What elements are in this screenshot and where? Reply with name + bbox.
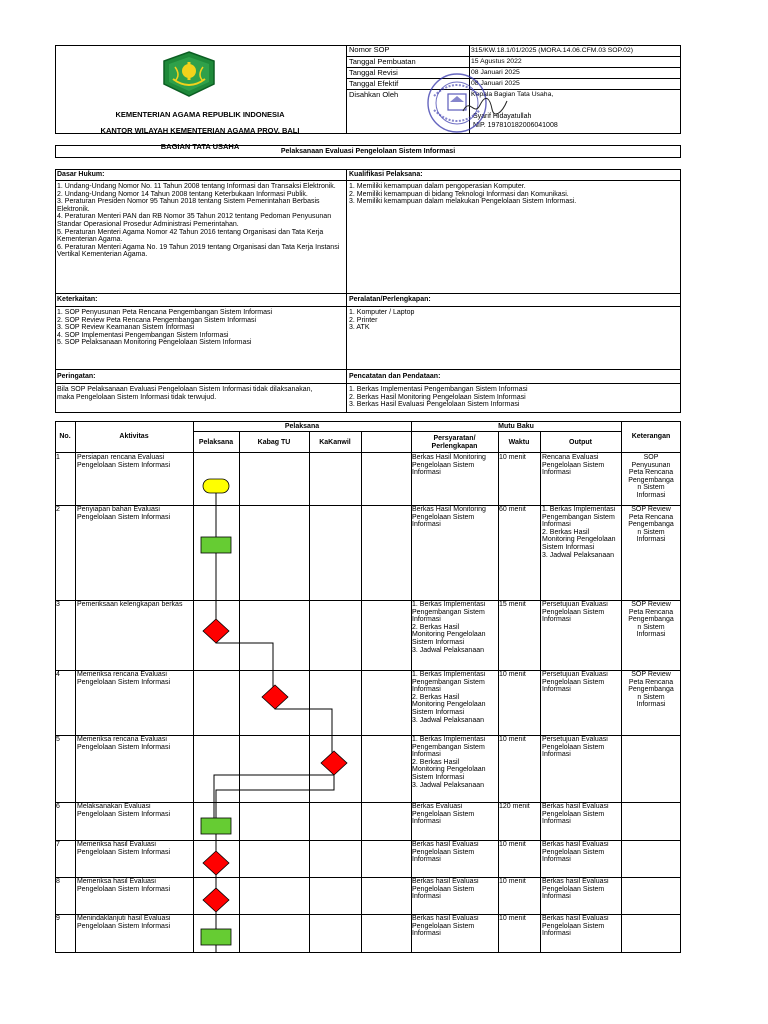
row-aktivitas: Memeriksa hasil Evaluasi Pengelolaan Sistem Informasi [77, 878, 170, 893]
page-title: Pelaksanaan Evaluasi Pengelolaan Sistem Informasi [280, 148, 456, 155]
peringatan-text: Bila SOP Pelaksanaan Evaluasi Pengelolaan Sistem Informasi tidak dilaksanakan, maka Pengelolaan Sistem Informasi tidak terwujud. [57, 386, 313, 401]
kualifikasi-text: 1. Memiliki kemampuan dalam pengoperasian Komputer. 2. Memiliki kemampuan di bidang Teknologi Informasi dan Komunikasi. 3. Memiliki kemampuan dalam melakukan Pengelolaan Sistem Informasi. [349, 183, 577, 206]
row-no: 7 [56, 841, 60, 848]
process-shape [201, 818, 231, 834]
peralatan-text: 1. Komputer / Laptop 2. Printer 3. ATK [349, 309, 415, 332]
row-no: 6 [56, 803, 60, 810]
row-no: 4 [56, 671, 60, 678]
row-waktu: 10 menit [499, 671, 526, 678]
decision-shape [203, 888, 229, 912]
row-persyaratan: Berkas hasil Evaluasi Pengelolaan Sistem Informasi [412, 878, 479, 901]
row-output: Berkas hasil Evaluasi Pengelolaan Sistem Informasi [542, 841, 609, 864]
th-waktu: Waktu [508, 439, 530, 446]
row-persyaratan: 1. Berkas Implementasi Pengembangan Sistem Informasi 2. Berkas Hasil Monitoring Pengelolaan Sistem Informasi 3. Jadwal Pelaksanaan [412, 736, 486, 789]
row-output: Berkas hasil Evaluasi Pengelolaan Sistem Informasi [542, 878, 609, 901]
meta-label-revisi: Tanggal Revisi [349, 68, 398, 77]
th-aktivitas: Aktivitas [119, 433, 149, 440]
row-no: 5 [56, 736, 60, 743]
meta-label-nomor: Nomor SOP [349, 45, 390, 54]
row-keterangan: SOP Review Peta Rencana Pengembanga n Sistem Informasi [628, 601, 674, 639]
peralatan-heading: Peralatan/Perlengkapan: [349, 296, 431, 303]
row-aktivitas: Menindaklanjuti hasil Evaluasi Pengelolaan Sistem Informasi [77, 915, 171, 930]
row-output: Persetujuan Evaluasi Pengelolaan Sistem Informasi [542, 736, 608, 759]
keterkaitan-text: 1. SOP Penyusunan Peta Rencana Pengembangan Sistem Informasi 2. SOP Review Peta Rencana Pengembangan Sistem Informasi 3. SOP Review Keamanan Sistem Informasi 4. SOP Implementasi Pengembangan Sistem Informasi 5. SOP Pelaksanaan Monitoring Pengelolaan Sistem Informasi [57, 309, 273, 347]
row-waktu: 60 menit [499, 506, 526, 513]
flow-connector [216, 631, 273, 697]
row-aktivitas: Memeriksa hasil Evaluasi Pengelolaan Sistem Informasi [77, 841, 170, 856]
process-shape [201, 929, 231, 945]
keterkaitan-heading: Keterkaitan: [57, 296, 98, 303]
th-pelaksana: Pelaksana [198, 439, 234, 446]
row-aktivitas: Memeriksa rencana Evaluasi Pengelolaan Sistem Informasi [77, 671, 170, 686]
dasar-hukum-heading: Dasar Hukum: [57, 171, 105, 178]
org-name: KEMENTERIAN AGAMA REPUBLIK INDONESIA KANTOR WILAYAH KEMENTERIAN AGAMA PROV. BALI BAGIAN TATA USAHA [100, 110, 300, 151]
peringatan-heading: Peringatan: [57, 373, 96, 380]
row-keterangan: SOP Review Peta Rencana Pengembanga n Sistem Informasi [628, 671, 674, 709]
th-pelaksana-group: Pelaksana [284, 423, 320, 430]
row-persyaratan: 1. Berkas Implementasi Pengembangan Sistem Informasi 2. Berkas Hasil Monitoring Pengelolaan Sistem Informasi 3. Jadwal Pelaksanaan [412, 601, 486, 654]
row-no: 1 [56, 454, 60, 461]
th-mutu-baku: Mutu Baku [498, 423, 534, 430]
row-no: 2 [56, 506, 60, 513]
row-aktivitas: Melaksanakan Evaluasi Pengelolaan Sistem Informasi [77, 803, 170, 818]
meta-value-nomor: 315/KW.18.1/01/2025 (MORA.14.06.CFM.03 SOP.02) [471, 47, 633, 54]
th-persyaratan: Persyaratan/ Perlengkapan [431, 435, 478, 450]
row-output: 1. Berkas Implementasi Pengembangan Sistem Informasi 2. Berkas Hasil Monitoring Pengelolaan Sistem Informasi 3. Jadwal Pelaksanaan [542, 506, 616, 559]
meta-label-disahkan: Disahkan Oleh [349, 90, 399, 99]
signer-nip: NIP. 197810182006041008 [473, 122, 558, 129]
row-output: Berkas hasil Evaluasi Pengelolaan Sistem Informasi [542, 915, 609, 938]
row-waktu: 10 menit [499, 454, 526, 461]
row-keterangan: SOP Penyusunan Peta Rencana Pengembanga n Sistem Informasi [628, 454, 674, 499]
row-persyaratan: Berkas hasil Evaluasi Pengelolaan Sistem Informasi [412, 841, 479, 864]
pencatatan-text: 1. Berkas Implementasi Pengembangan Sistem Informasi 2. Berkas Hasil Monitoring Pengelolaan Sistem Informasi 3. Berkas Hasil Evaluasi Pengelolaan Sistem Informasi [349, 386, 528, 409]
decision-shape [262, 685, 288, 709]
th-output: Output [569, 439, 592, 446]
kualifikasi-heading: Kualifikasi Pelaksana: [349, 171, 423, 178]
decision-shape [321, 751, 347, 775]
row-persyaratan: 1. Berkas Implementasi Pengembangan Sistem Informasi 2. Berkas Hasil Monitoring Pengelolaan Sistem Informasi 3. Jadwal Pelaksanaan [412, 671, 486, 724]
pencatatan-heading: Pencatatan dan Pendataan: [349, 373, 441, 380]
row-output: Persetujuan Evaluasi Pengelolaan Sistem Informasi [542, 671, 608, 694]
meta-value-pembuatan: 15 Agustus 2022 [471, 58, 522, 65]
meta-value-efektif: 08 Januari 2025 [471, 80, 520, 87]
row-no: 3 [56, 601, 60, 608]
dasar-hukum-text: 1. Undang-Undang Nomor No. 11 Tahun 2008 tentang Informasi dan Transaksi Elektronik. 2. Undang-Undang Nomor 14 Tahun 2008 tentang Keterbukaan Informasi Publik. 3. Peraturan Presiden Nomor 95 Tahun 2018 tentang Sistem Pemerintahan Berbasis Elektronik. 4. Peraturan Menteri PAN dan RB Nomor 35 Tahun 2012 tentang Pedoman Penyusunan Standar Operasional Prosedur Administrasi Pemerintahan. 5. Peraturan Menteri Agama Nomor 42 Tahun 2016 tentang Organisasi dan Tata Kerja Kementerian Agama. 6. Peraturan Menteri Agama No. 19 Tahun 2019 tentang Organisasi dan Tata Kerja Instansi Vertikal Kementerian Agama. [57, 183, 340, 259]
row-no: 8 [56, 878, 60, 885]
row-output: Persetujuan Evaluasi Pengelolaan Sistem Informasi [542, 601, 608, 624]
row-persyaratan: Berkas hasil Evaluasi Pengelolaan Sistem Informasi [412, 915, 479, 938]
row-waktu: 10 menit [499, 841, 526, 848]
row-persyaratan: Berkas Evaluasi Pengelolaan Sistem Informasi [412, 803, 475, 826]
th-no: No. [59, 433, 71, 440]
row-no: 9 [56, 915, 60, 922]
signer-name: Syarif Hidayatullah [473, 113, 532, 120]
row-persyaratan: Berkas Hasil Monitoring Pengelolaan Sistem Informasi [412, 506, 486, 529]
row-waktu: 120 menit [499, 803, 530, 810]
row-waktu: 10 menit [499, 878, 526, 885]
meta-value-revisi: 08 Januari 2025 [471, 69, 520, 76]
flow-connector [216, 763, 334, 826]
row-aktivitas: Pemeriksaan kelengkapan berkas [77, 601, 183, 608]
decision-shape [203, 851, 229, 875]
row-aktivitas: Persiapan rencana Evaluasi Pengelolaan Sistem Informasi [77, 454, 170, 469]
row-keterangan: SOP Review Peta Rencana Pengembanga n Sistem Informasi [628, 506, 674, 544]
th-kakanwil: KaKanwil [319, 439, 351, 446]
row-output: Rencana Evaluasi Pengelolaan Sistem Informasi [542, 454, 605, 477]
row-waktu: 10 menit [499, 915, 526, 922]
meta-label-efektif: Tanggal Efektif [349, 79, 399, 88]
row-aktivitas: Memeriksa rencana Evaluasi Pengelolaan Sistem Informasi [77, 736, 170, 751]
process-shape [201, 537, 231, 553]
decision-shape [203, 619, 229, 643]
start-terminator-shape [203, 479, 229, 493]
meta-label-pembuatan: Tanggal Pembuatan [349, 57, 416, 66]
flow-connector [214, 763, 334, 826]
row-output: Berkas hasil Evaluasi Pengelolaan Sistem Informasi [542, 803, 609, 826]
th-keterangan: Keterangan [631, 433, 671, 440]
row-waktu: 15 menit [499, 601, 526, 608]
flow-connector [275, 697, 332, 763]
row-aktivitas: Penyiapan bahan Evaluasi Pengelolaan Sistem Informasi [77, 506, 170, 521]
meta-value-disahkan: Kepala Bagian Tata Usaha, [471, 91, 554, 98]
row-persyaratan: Berkas Hasil Monitoring Pengelolaan Sistem Informasi [412, 454, 486, 477]
th-kabag-tu: Kabag TU [257, 439, 291, 446]
row-waktu: 10 menit [499, 736, 526, 743]
